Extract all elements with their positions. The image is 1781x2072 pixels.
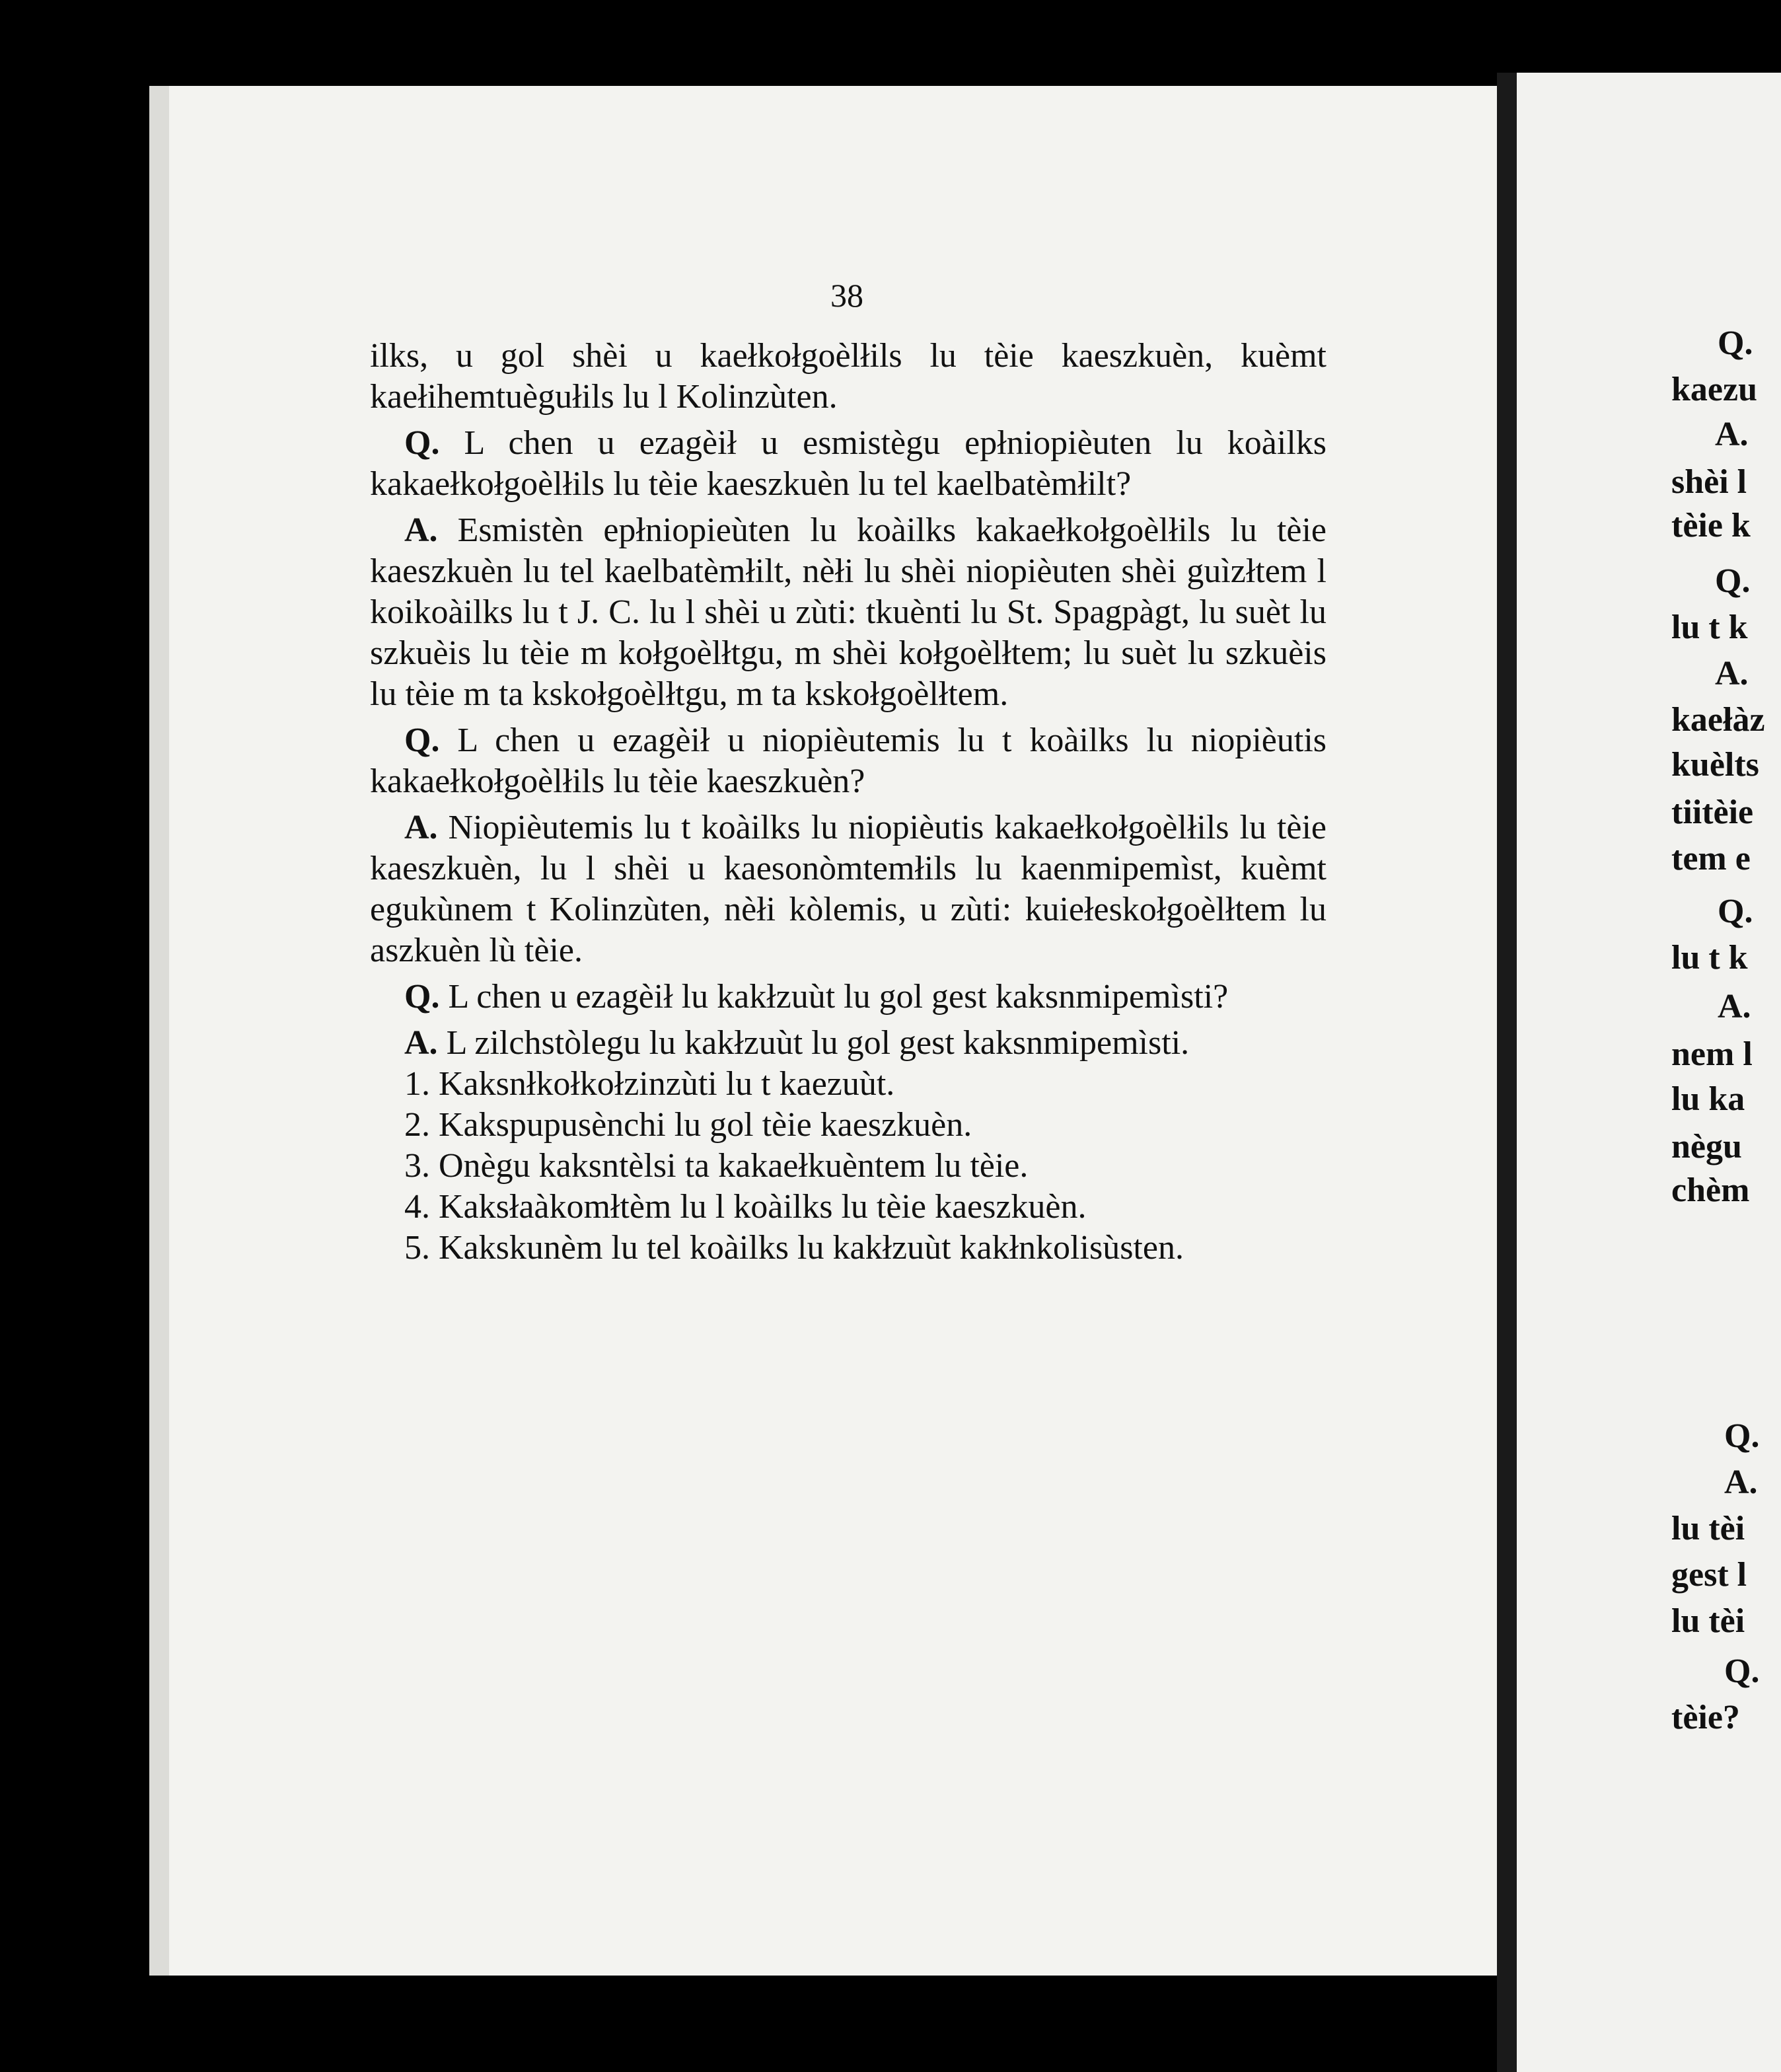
right-page-fragment: Q. [1718,324,1753,362]
item-number: 2. [404,1106,430,1144]
paragraph-continuation [370,336,1327,418]
answer-tag: A. [404,511,438,549]
answer-tag: A. [404,809,438,846]
numbered-item [370,1105,1327,1146]
book-gutter [1497,73,1517,2072]
question-text: L chen u ezagèił u niopièutemis lu t koàilks lu niopièutis kakaełkołgoèlłils lu tèie kaeszkuèn? [370,722,1327,800]
right-page-fragment: lu t k [1671,939,1748,977]
right-page-fragment: A. [1715,655,1749,692]
page-body [370,336,1327,1269]
answer-text: Esmistèn epłniopieùten lu koàilks kakaełkołgoèlłils lu tèie kaeszkuèn lu tel kaelbatèmłilt, nèłi lu shèi niopièuten shèi guìzłtem l koikoàilks lu t J. C. lu l shèi u zùti: tkuènti lu St. Spagpàgt, lu suèt lu szkuèis lu tèie m kołgoèlłtgu, m shèi kołgoèlłtem; lu suèt lu szkuèis lu tèie m ta kskołgoèlłtgu, m ta kskołgoèlłtem. [370,511,1327,713]
numbered-item [370,1064,1327,1105]
answer-paragraph [370,807,1327,971]
item-text: Kaksłaàkomłtèm lu l koàilks lu tèie kaeszkuèn. [439,1188,1087,1226]
right-page-fragment: Q. [1718,893,1753,930]
right-page-fragment: kaełàz [1671,701,1765,739]
question-text: L chen u ezagèił lu kakłzuùt lu gol gest kaksnmipemìsti? [448,978,1229,1016]
item-text: Kakspupusènchi lu gol tèie kaeszkuèn. [439,1106,972,1144]
right-page-fragment: shèi l [1671,463,1747,501]
right-page-fragment: A. [1724,1463,1758,1501]
question-paragraph [370,977,1327,1018]
right-page-fragment: tem e [1671,840,1751,877]
right-page-fragment: Q. [1715,562,1751,600]
right-page-fragment: lu tèi [1671,1510,1745,1547]
answer-tag: A. [404,1024,438,1062]
right-page-fragment: lu tèi [1671,1602,1745,1640]
answer-text: Niopièutemis lu t koàilks lu niopièutis kakaełkołgoèlłils lu tèie kaeszkuèn, lu l shèi u kaesonòmtemłils lu kaenmipemìst, kuèmt egukùnem t Kolinzùten, nèłi kòlemis, u zùti: kuiełeskołgoèlłtem lu aszkuèn lù tèie. [370,809,1327,969]
question-tag: Q. [404,424,440,462]
right-page-fragment: gest l [1671,1556,1747,1594]
right-page-fragment: lu ka [1671,1080,1745,1118]
item-number: 4. [404,1188,430,1226]
right-page-fragment: nem l [1671,1035,1753,1073]
numbered-item [370,1228,1327,1269]
right-page-fragment: kaezu [1671,371,1757,408]
right-page-fragment: lu t k [1671,609,1748,646]
page-number: 38 [830,277,863,314]
item-text: Kakskunèm lu tel koàilks lu kakłzuùt kakłnkolisùsten. [439,1229,1184,1267]
item-text: Onègu kaksntèlsi ta kakaełkuèntem lu tèie. [439,1147,1029,1185]
answer-text: L zilchstòlegu lu kakłzuùt lu gol gest kaksnmipemìsti. [446,1024,1190,1062]
item-number: 5. [404,1229,430,1267]
question-paragraph [370,423,1327,505]
right-page-fragment: tèie k [1671,507,1751,544]
item-text: Kaksnłkołkołzinzùti lu t kaezuùt. [439,1065,895,1103]
paragraph-text: ilks, u gol shèi u kaełkołgoèlłils lu tèie kaeszkuèn, kuèmt kaełihemtuègułils lu l Kolinzùten. [370,337,1327,416]
right-page-fragment: chèm [1671,1171,1750,1209]
answer-paragraph [370,1023,1327,1064]
item-number: 1. [404,1065,430,1103]
numbered-item [370,1187,1327,1228]
item-number: 3. [404,1147,430,1185]
question-tag: Q. [404,722,440,759]
question-tag: Q. [404,978,440,1016]
question-paragraph [370,720,1327,802]
right-page-fragment: Q. [1724,1652,1760,1690]
question-text: L chen u ezagèił u esmistègu epłniopièuten lu koàilks kakaełkołgoèlłils lu tèie kaeszkuèn lu tel kaelbatèmłilt? [370,424,1327,503]
answer-paragraph [370,510,1327,715]
right-page-fragment: nègu [1671,1128,1742,1166]
right-page-fragment: A. [1718,988,1751,1025]
right-page-fragment: tèie? [1671,1699,1740,1736]
right-page-fragment: tiitèie [1671,794,1754,831]
right-page-fragment: kuèlts [1671,746,1759,784]
right-page-fragment: A. [1715,416,1749,453]
right-page-fragment: Q. [1724,1417,1760,1455]
numbered-item [370,1146,1327,1187]
